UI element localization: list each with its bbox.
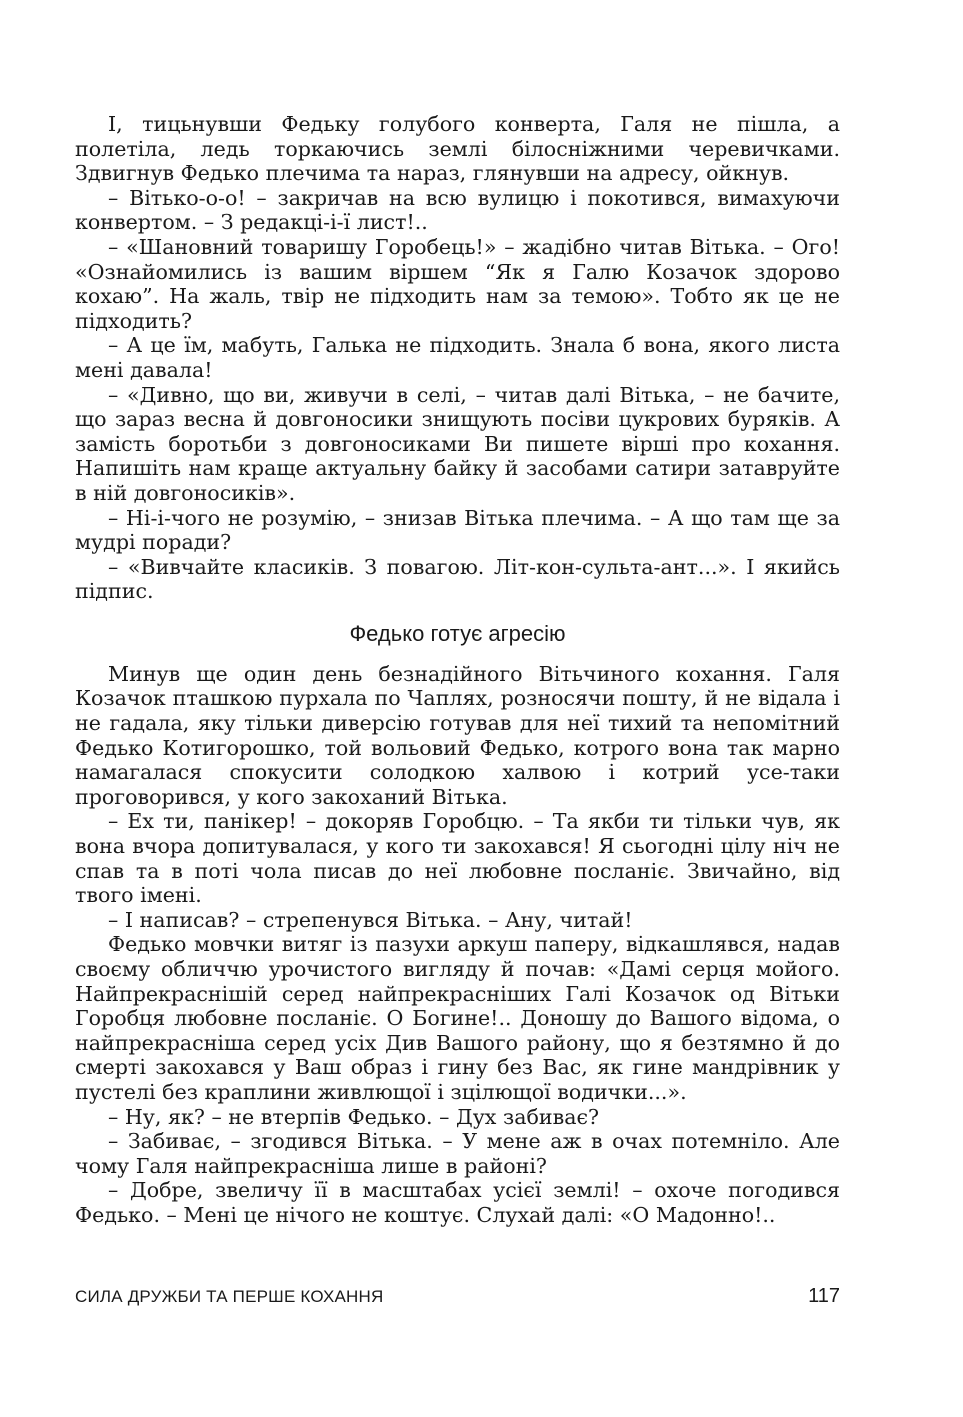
- running-title: СИЛА ДРУЖБИ ТА ПЕРШЕ КОХАННЯ: [75, 1287, 384, 1306]
- paragraph: – Ех ти, панікер! – докоряв Горобцю. – Та якби ти тільки чув, як вона вчора допитувалася, у кого ти закохався! Я сьогодні цілу ніч не спав та в поті чола писав до неї любовне посланіє. Звичайно, від твого імені.: [75, 809, 840, 908]
- paragraph: – Ні-і-чого не розумію, – знизав Вітька плечима. – А що там ще за мудрі поради?: [75, 505, 840, 555]
- paragraph: І, тицьнувши Федьку голубого конверта, Галя не пішла, а полетіла, ледь торкаючись землі білосніжними черевичками. Здвигнув Федько плечима та нараз, глянувши на адресу, ойкнув.: [75, 112, 840, 186]
- paragraph: – «Вивчайте класиків. З повагою. Літ-кон-сульта-ант...». І якийсь підпис.: [75, 554, 840, 604]
- paragraph: Минув ще один день безнадійного Вітьчиного кохання. Галя Козачок пташкою пурхала по Чаплях, розносячи пошту, й не відала і не гадала, яку тільки диверсію готував для неї тихий та непомітний Федько Котигорошко, той вольовий Федько, котрого вона так марно намагалася спокусити солодкою халвою і котрий усе-таки проговорився, у кого закоханий Вітька.: [75, 661, 840, 809]
- paragraph: – Ну, як? – не втерпів Федько. – Дух забиває?: [108, 1104, 600, 1129]
- paragraph: – «Дивно, що ви, живучи в селі, – читав далі Вітька, – не бачите, що зараз весна й довгоносики знищують посіви цукрових буряків. А замість боротьби з довгоносиками Ви пишете вірші про кохання. Напишіть нам краще актуальну байку й засобами сатири затавруйте в ній довгоносиків».: [75, 382, 840, 505]
- section-heading: Федько готує агресію: [349, 620, 566, 646]
- paragraph: Федько мовчки витяг із пазухи аркуш паперу, відкашлявся, надав своєму обличчю урочистого вигляду й почав: «Дамі серця мойого. Найпрекраснішій серед найпрекрасніших Галі Козачок од Вітьки Горобця любовне посланіє. О Богине!.. Доношу до Вашого відома, о найпрекрасніша серед усіх Див Вашого району, що я безтямно й до смерті закохався у Ваш образ і гину без Вас, як гине мандрівник у пустелі без краплини живлющої і зцілющої водички...».: [75, 932, 840, 1104]
- paragraph: – А це їм, мабуть, Галька не підходить. Знала б вона, якого листа мені давала!: [75, 333, 840, 382]
- paragraph: – Забиває, – згодився Вітька. – У мене аж в очах потемніло. Але чому Галя найпрекрасніша лише в районі?: [75, 1129, 840, 1178]
- paragraph: – Добре, звеличу її в масштабах усієї землі! – охоче погодився Федько. – Мені це нічого не коштує. Слухай далі: «О Мадонно!..: [75, 1178, 840, 1227]
- page-footer: [75, 1285, 840, 1308]
- paragraph: – Вітько-о-о! – закричав на всю вулицю і покотився, вимахуючи конвертом. – З редакці-і-ї лист!..: [75, 185, 840, 235]
- paragraph: – «Шановний товаришу Горобець!» – жадібно читав Вітька. – Ого! «Ознайомились із вашим віршем “Як я Галю Козачок здорово кохаю”. На жаль, твір не підходить нам за темою». Тобто як це не підходить?: [75, 234, 840, 333]
- page-number: 117: [808, 1285, 840, 1307]
- paragraph: – І написав? – стрепенувся Вітька. – Ану, читай!: [108, 907, 633, 932]
- page-body: [75, 112, 840, 1228]
